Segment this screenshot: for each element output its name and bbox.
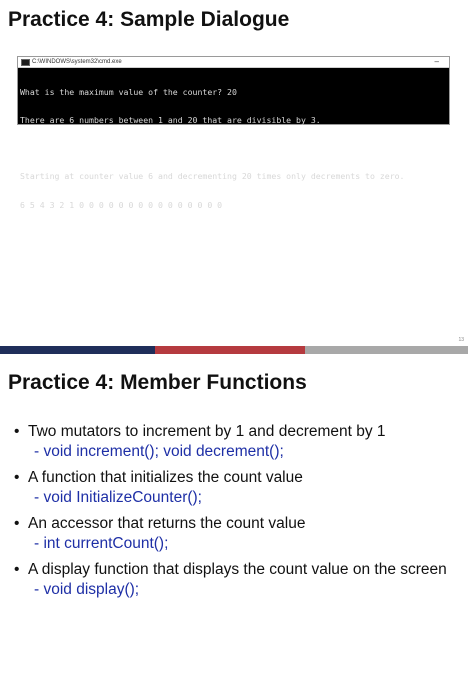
- bullet-code: - void display();: [34, 581, 140, 598]
- bullet-item: [14, 514, 454, 554]
- divider-navy-segment: [0, 346, 155, 354]
- console-icon: [21, 59, 30, 66]
- bullet-text: A display function that displays the count value on the screen: [28, 561, 447, 578]
- slide-title: Practice 4: Member Functions: [8, 371, 307, 394]
- console-line: There are 6 numbers between 1 and 20 that are divisible by 3.: [20, 115, 321, 126]
- console-titlebar: [18, 57, 449, 68]
- bullet-code: - int currentCount();: [34, 535, 169, 552]
- console-line: [20, 144, 449, 153]
- console-line: What is the maximum value of the counter? 20: [20, 86, 237, 97]
- divider-red-segment: [155, 346, 305, 354]
- slide-title: Practice 4: Sample Dialogue: [8, 8, 290, 31]
- bullet-dot-icon: •: [14, 561, 20, 578]
- slide-member-functions: [0, 360, 468, 700]
- divider-gray-segment: [305, 346, 468, 354]
- bullet-dot-icon: •: [14, 469, 20, 486]
- page-number: 13: [458, 337, 464, 343]
- bullet-list: [14, 412, 454, 600]
- bullet-item: [14, 560, 454, 600]
- console-line: 6 5 4 3 2 1 0 0 0 0 0 0 0 0 0 0 0 0 0 0 0: [20, 199, 223, 210]
- console-output: [18, 68, 449, 229]
- bullet-text: A function that initializes the count value: [28, 469, 303, 486]
- console-window-title: C:\WINDOWS\system32\cmd.exe: [32, 59, 122, 65]
- console-window: [17, 56, 450, 210]
- minimize-icon[interactable]: –: [434, 57, 439, 66]
- bullet-dot-icon: •: [14, 423, 20, 440]
- bullet-code: - void InitializeCounter();: [34, 489, 202, 506]
- console-line: Starting at counter value 6 and decrementing 20 times only decrements to zero.: [20, 171, 405, 182]
- slide-divider-bar: [0, 346, 468, 354]
- bullet-text: Two mutators to increment by 1 and decrement by 1: [28, 423, 386, 440]
- bullet-code: - void increment(); void decrement();: [34, 443, 284, 460]
- bullet-item: [14, 468, 454, 508]
- bullet-item: [14, 422, 454, 462]
- bullet-text: An accessor that returns the count value: [28, 515, 306, 532]
- bullet-dot-icon: •: [14, 515, 20, 532]
